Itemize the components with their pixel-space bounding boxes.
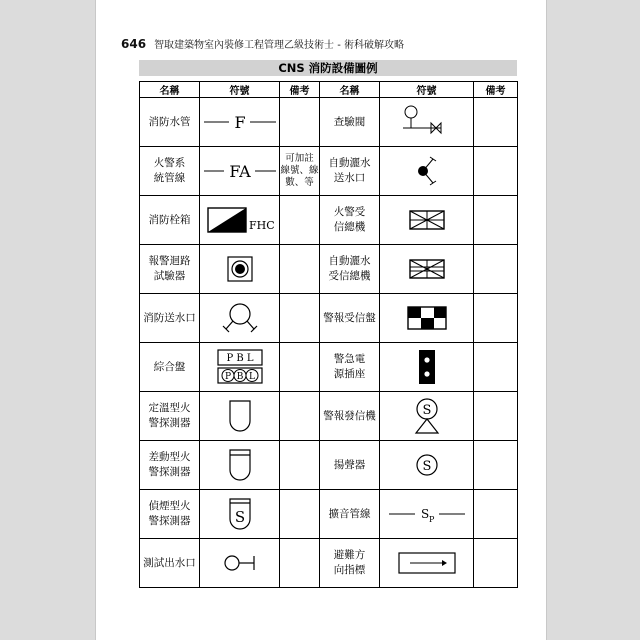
sprinkler-panel-symbol: [407, 257, 447, 281]
note-cell: 可加註 線號、線 數、等: [280, 147, 320, 196]
symbol-name: 警報發信機: [320, 392, 380, 441]
symbol-cell: [200, 392, 280, 441]
symbol-name: 警報受信盤: [320, 294, 380, 343]
symbol-cell: [200, 196, 280, 245]
symbol-name: 避難方 向指標: [320, 539, 380, 588]
svg-text:L: L: [248, 372, 255, 382]
alarm-loop-tester-symbol: [225, 254, 255, 284]
note-cell: [280, 294, 320, 343]
column-header: 名稱: [320, 82, 380, 98]
inspection-valve-symbol: [397, 104, 457, 140]
symbol-subscript: P: [428, 515, 434, 524]
note-cell: [474, 147, 518, 196]
symbol-cell: [200, 147, 280, 196]
symbol-cell: [200, 539, 280, 588]
symbol-letter: F: [233, 113, 246, 132]
symbol-cell: [200, 441, 280, 490]
symbol-name: 定溫型火 警探測器: [140, 392, 200, 441]
symbol-cell: [380, 539, 474, 588]
symbol-name: 偵煙型火 警探測器: [140, 490, 200, 539]
symbol-name: 報警迴路 試驗器: [140, 245, 200, 294]
symbol-name: 綜合盤: [140, 343, 200, 392]
symbol-letter: S: [234, 508, 245, 526]
note-cell: [474, 196, 518, 245]
symbol-cell: [380, 441, 474, 490]
symbol-letter: P B L: [225, 353, 254, 364]
note-cell: [280, 343, 320, 392]
symbol-cell: [200, 294, 280, 343]
note-cell: [280, 441, 320, 490]
page-number: 646: [121, 37, 147, 51]
hydrant-box-symbol: [202, 205, 278, 235]
symbol-cell: [200, 98, 280, 147]
symbol-name: 測試出水口: [140, 539, 200, 588]
symbol-cell: [380, 98, 474, 147]
symbol-name: 火警受 信總機: [320, 196, 380, 245]
table-row: [140, 343, 518, 392]
symbol-name: 擴音管線: [320, 490, 380, 539]
symbol-name: 自動灑水 受信總機: [320, 245, 380, 294]
table-row: [140, 539, 518, 588]
table-title: CNS 消防設備圖例: [139, 60, 517, 76]
book-title: 智取建築物室內裝修工程管理乙級技術士 - 術科破解攻略: [154, 40, 405, 51]
note-cell: [474, 343, 518, 392]
svg-text:B: B: [236, 372, 243, 382]
symbol-letter: FHC: [248, 219, 275, 232]
note-cell: [280, 392, 320, 441]
column-header: 符號: [380, 82, 474, 98]
symbol-name: 揚聲器: [320, 441, 380, 490]
table-row: [140, 245, 518, 294]
symbol-name: 火警系 統管線: [140, 147, 200, 196]
fire-water-pipe-symbol: [202, 107, 278, 137]
symbol-name: 消防水管: [140, 98, 200, 147]
document-page: [95, 0, 547, 640]
pa-line-symbol: [387, 499, 467, 529]
fire-alarm-line-symbol: [202, 156, 278, 186]
table-row: [140, 441, 518, 490]
column-header: 符號: [200, 82, 280, 98]
table-row: [140, 147, 518, 196]
test-outlet-symbol: [218, 551, 262, 575]
fire-inlet-symbol: [220, 300, 260, 336]
symbol-cell: [380, 490, 474, 539]
legend-table: [139, 81, 518, 588]
symbol-name: 消防送水口: [140, 294, 200, 343]
table-row: [140, 98, 518, 147]
emergency-outlet-symbol: [415, 347, 439, 387]
note-cell: [280, 490, 320, 539]
symbol-cell: [200, 245, 280, 294]
combined-panel-symbol: [214, 347, 266, 387]
table-row: [140, 294, 518, 343]
symbol-cell: [380, 343, 474, 392]
column-header: 名稱: [140, 82, 200, 98]
column-header: 備考: [474, 82, 518, 98]
symbol-cell: [200, 343, 280, 392]
symbol-letter: S: [420, 507, 429, 521]
symbol-name: 警急電 源插座: [320, 343, 380, 392]
symbol-cell: [380, 147, 474, 196]
table-row: [140, 392, 518, 441]
note-cell: [474, 98, 518, 147]
symbol-cell: [380, 392, 474, 441]
smoke-detector-symbol: [226, 496, 254, 532]
fire-alarm-panel-symbol: [407, 208, 447, 232]
fixed-temp-detector-symbol: [226, 398, 254, 434]
rate-of-rise-detector-symbol: [226, 447, 254, 483]
symbol-cell: [200, 490, 280, 539]
table-header-row: [140, 82, 518, 98]
symbol-letter: S: [422, 459, 431, 474]
column-header: 備考: [280, 82, 320, 98]
table-row: [140, 490, 518, 539]
symbol-name: 消防栓箱: [140, 196, 200, 245]
note-cell: [474, 539, 518, 588]
note-cell: [474, 294, 518, 343]
symbol-cell: [380, 196, 474, 245]
sprinkler-inlet-symbol: [407, 151, 447, 191]
note-cell: [280, 196, 320, 245]
symbol-name: 查驗閥: [320, 98, 380, 147]
note-cell: [280, 245, 320, 294]
alarm-transmitter-symbol: [412, 396, 442, 436]
speaker-symbol: [412, 450, 442, 480]
note-cell: [280, 98, 320, 147]
page-header: [121, 33, 404, 52]
symbol-cell: [380, 245, 474, 294]
note-cell: [474, 245, 518, 294]
note-cell: [280, 539, 320, 588]
note-cell: [474, 392, 518, 441]
alarm-receiver-symbol: [407, 306, 447, 330]
note-cell: [474, 441, 518, 490]
evacuation-sign-symbol: [396, 550, 458, 576]
note-cell: [474, 490, 518, 539]
symbol-name: 差動型火 警探測器: [140, 441, 200, 490]
symbol-letter: FA: [228, 162, 251, 181]
table-row: [140, 196, 518, 245]
symbol-letter: S: [422, 403, 431, 418]
symbol-cell: [380, 294, 474, 343]
svg-text:P: P: [224, 372, 231, 382]
symbol-name: 自動灑水 送水口: [320, 147, 380, 196]
